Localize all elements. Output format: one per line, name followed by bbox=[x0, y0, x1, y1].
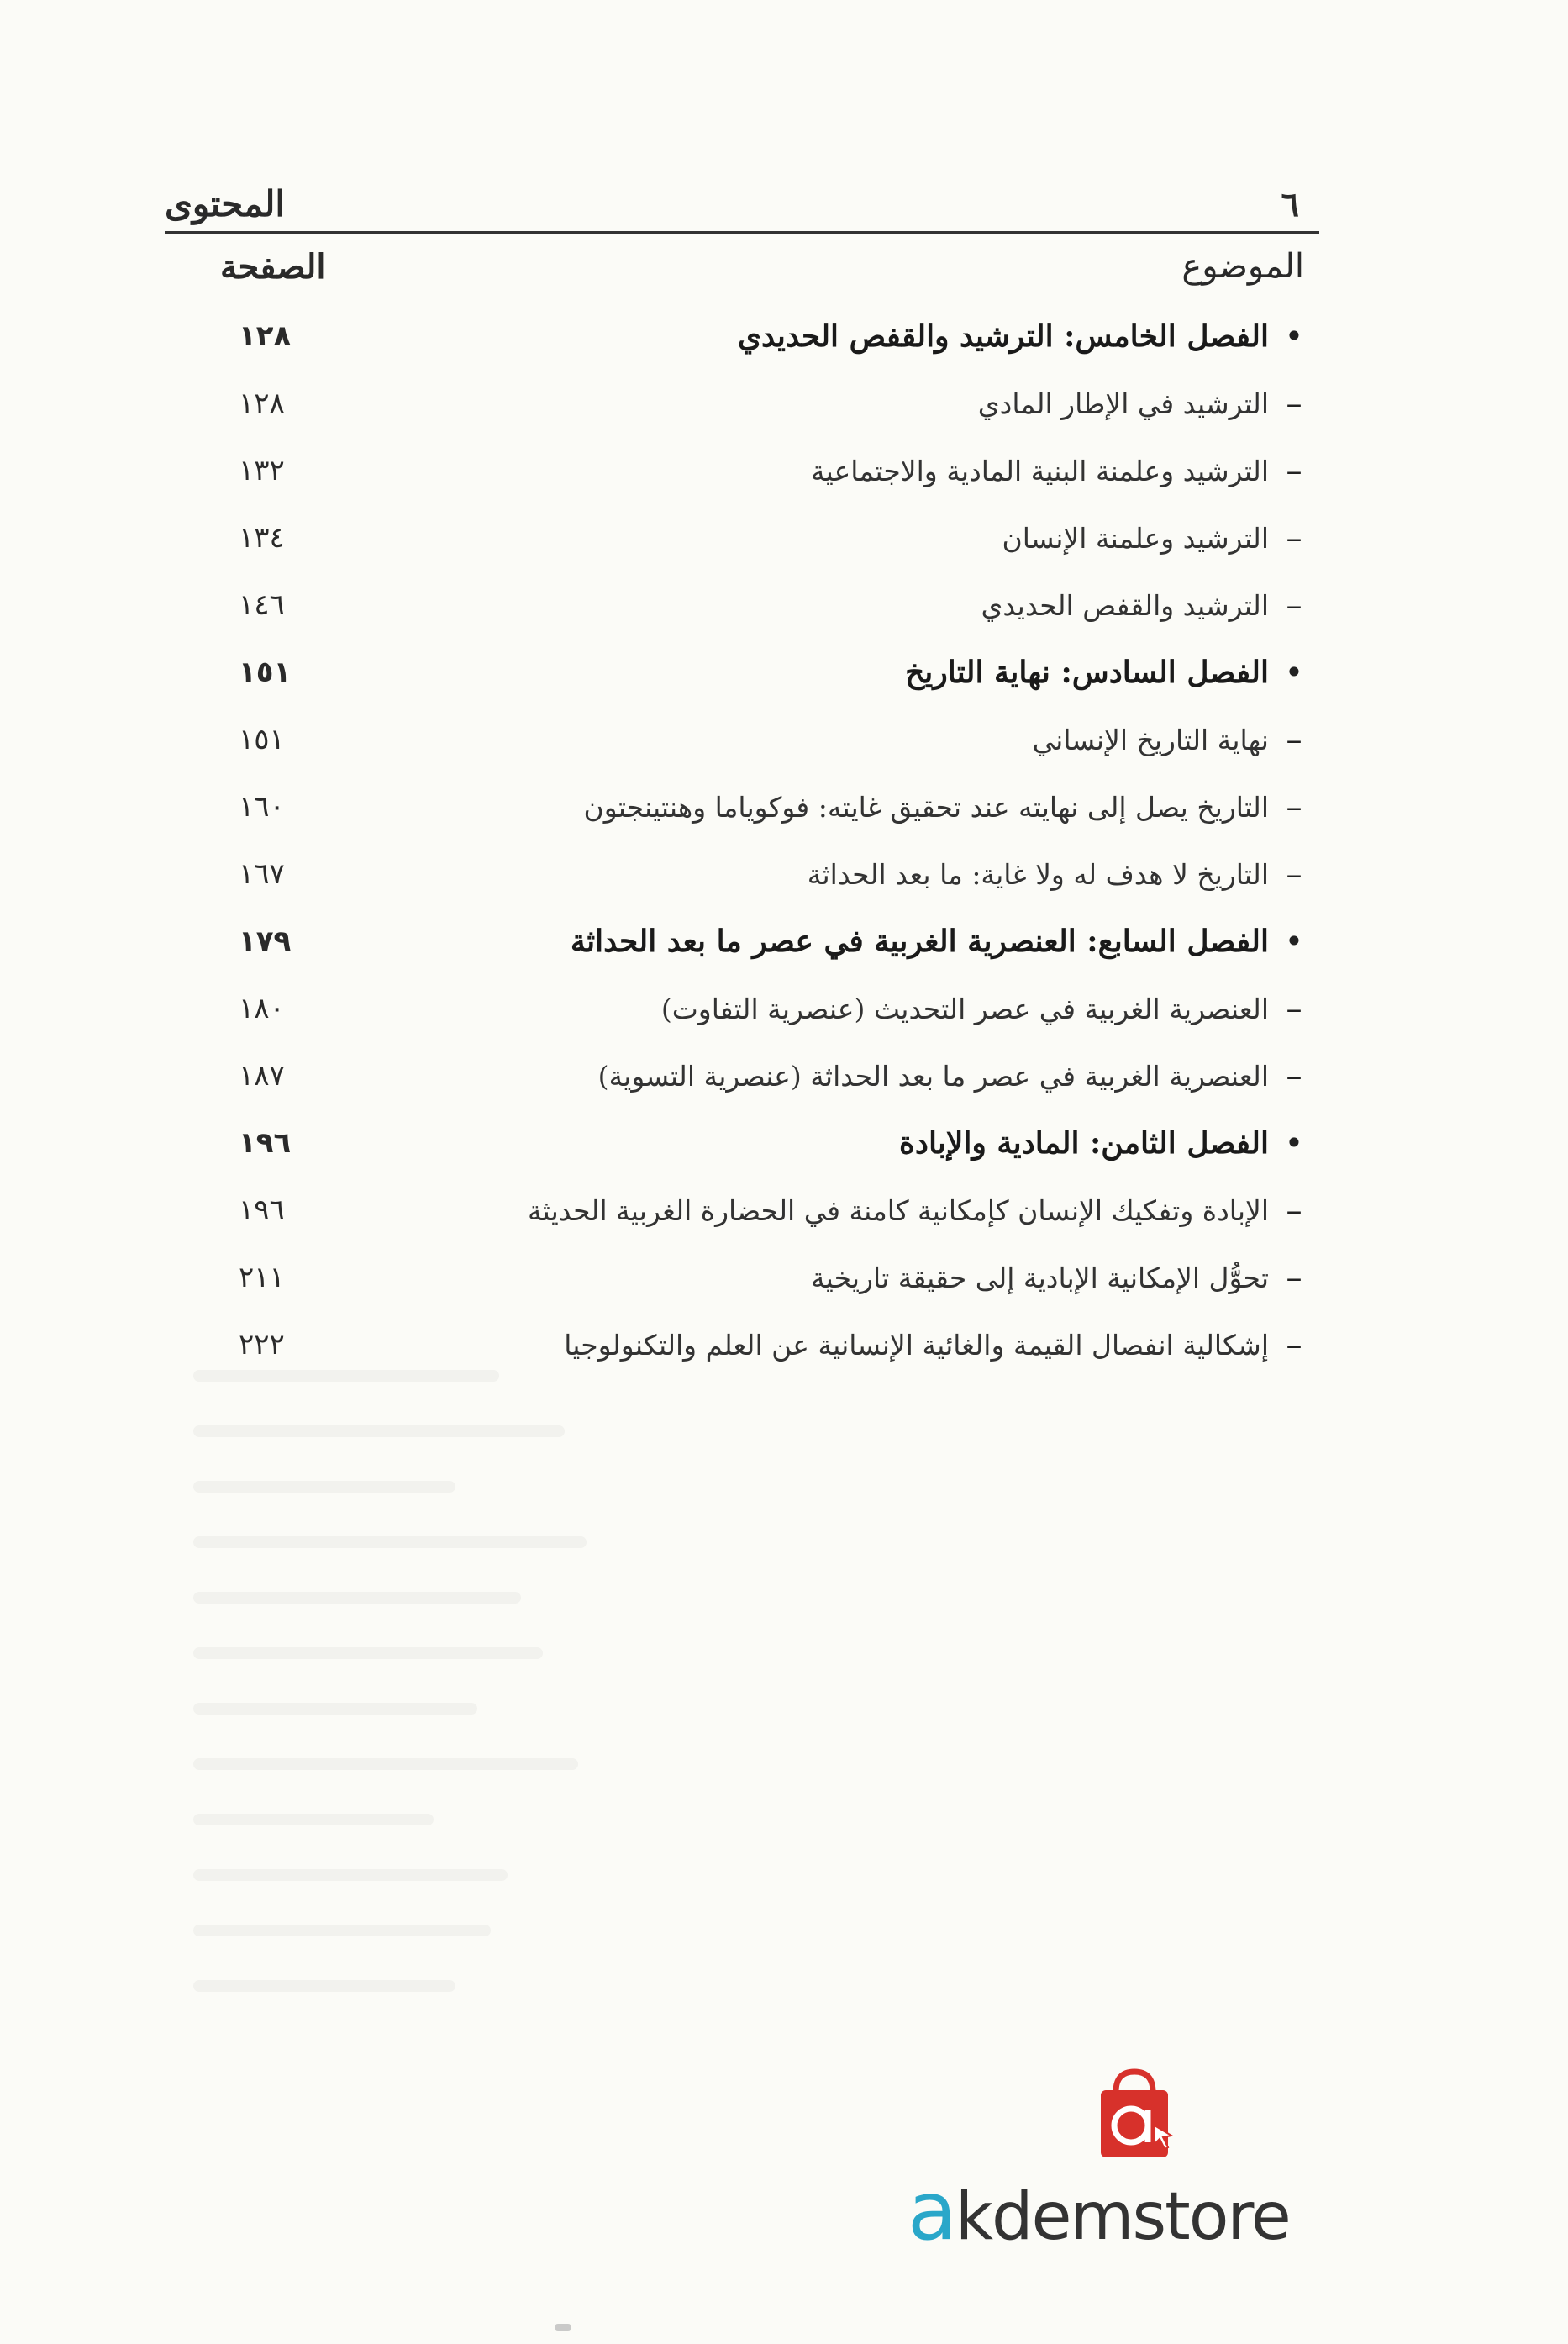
entry-page-number: ١٩٦ bbox=[239, 1126, 292, 1160]
entry-label bbox=[1002, 519, 1319, 556]
entry-page-number: ١٨٠ bbox=[239, 992, 285, 1025]
dash-marker: – bbox=[1286, 519, 1302, 556]
toc-subsection-entry bbox=[165, 773, 1319, 840]
dash-marker: – bbox=[1286, 788, 1302, 825]
entry-label bbox=[811, 1259, 1319, 1296]
entry-title: العنصرية الغربية في عصر التحديث (عنصرية التفاوت) bbox=[660, 992, 1269, 1025]
toc-chapter-entry bbox=[165, 303, 1319, 370]
entry-page-number: ١٣٢ bbox=[239, 454, 285, 487]
entry-title: الفصل الخامس: الترشيد والقفص الحديدي bbox=[737, 319, 1269, 354]
toc-chapter-entry bbox=[165, 908, 1319, 975]
entry-label bbox=[1033, 721, 1319, 758]
toc-list bbox=[165, 303, 1319, 1378]
bullet-marker: • bbox=[1284, 654, 1304, 691]
entry-page-number: ١٧٩ bbox=[239, 924, 292, 958]
entry-page-number: ١٥١ bbox=[239, 723, 285, 756]
entry-page-number: ١٢٨ bbox=[239, 387, 285, 420]
entry-label bbox=[661, 990, 1319, 1027]
bullet-marker: • bbox=[1284, 318, 1304, 355]
entry-label bbox=[564, 1326, 1319, 1363]
entry-page-number: ١٨٧ bbox=[239, 1059, 285, 1093]
entry-title: إشكالية انفصال القيمة والغائية الإنسانية عن العلم والتكنولوجيا bbox=[564, 1328, 1269, 1362]
entry-title: الفصل السابع: العنصرية الغربية في عصر ما بعد الحداثة bbox=[570, 924, 1269, 959]
entry-label bbox=[571, 923, 1319, 960]
bullet-marker: • bbox=[1284, 1125, 1304, 1161]
dash-marker: – bbox=[1286, 856, 1302, 893]
entry-page-number: ١٩٦ bbox=[239, 1193, 285, 1227]
entry-label bbox=[811, 452, 1319, 489]
entry-title: التاريخ يصل إلى نهايته عند تحقيق غايته: فوكوياما وهنتينجتون bbox=[583, 790, 1269, 824]
entry-label bbox=[528, 1192, 1319, 1229]
dash-marker: – bbox=[1286, 721, 1302, 758]
toc-subsection-entry bbox=[165, 370, 1319, 437]
entry-label bbox=[981, 587, 1319, 624]
entry-label bbox=[598, 1057, 1319, 1094]
entry-page-number: ١٥١ bbox=[239, 656, 292, 689]
toc-subsection-entry bbox=[165, 1311, 1319, 1378]
dash-marker: – bbox=[1286, 385, 1302, 422]
entry-page-number: ١٢٨ bbox=[239, 319, 292, 353]
entry-title: الترشيد والقفص الحديدي bbox=[981, 588, 1269, 622]
dash-marker: – bbox=[1286, 1259, 1302, 1296]
entry-page-number: ١٦٠ bbox=[239, 790, 285, 824]
toc-subsection-entry bbox=[165, 572, 1319, 639]
entry-title: الترشيد في الإطار المادي bbox=[977, 387, 1269, 420]
toc-subsection-entry bbox=[165, 840, 1319, 908]
store-logo bbox=[908, 2063, 1361, 2258]
topic-column-heading: الموضوع bbox=[1181, 247, 1304, 286]
toc-subsection-entry bbox=[165, 1244, 1319, 1311]
toc-subsection-entry bbox=[165, 504, 1319, 572]
dash-marker: – bbox=[1286, 1192, 1302, 1229]
entry-title: نهاية التاريخ الإنساني bbox=[1032, 723, 1269, 756]
entry-title: الإبادة وتفكيك الإنسان كإمكانية كامنة في الحضارة الغربية الحديثة bbox=[527, 1193, 1269, 1227]
page-title: المحتوى bbox=[165, 183, 286, 224]
bleed-through-text bbox=[193, 1370, 630, 2059]
store-wordmark: akdemstore bbox=[908, 2164, 1290, 2258]
ink-smudge bbox=[555, 2324, 571, 2331]
bullet-marker: • bbox=[1284, 923, 1304, 960]
entry-title: الترشيد وعلمنة البنية المادية والاجتماعية bbox=[810, 454, 1269, 487]
entry-title: الفصل السادس: نهاية التاريخ bbox=[905, 655, 1269, 690]
dash-marker: – bbox=[1286, 1057, 1302, 1094]
entry-label bbox=[905, 654, 1319, 691]
entry-title: العنصرية الغربية في عصر ما بعد الحداثة (عنصرية التسوية) bbox=[597, 1059, 1269, 1093]
toc-chapter-entry bbox=[165, 639, 1319, 706]
dash-marker: – bbox=[1286, 990, 1302, 1027]
page-header bbox=[165, 166, 1319, 234]
entry-label bbox=[899, 1125, 1319, 1161]
entry-title: الترشيد وعلمنة الإنسان bbox=[1002, 521, 1269, 555]
toc-chapter-entry bbox=[165, 1109, 1319, 1177]
entry-title: الفصل الثامن: المادية والإبادة bbox=[899, 1125, 1269, 1161]
entry-page-number: ٢٢٢ bbox=[239, 1328, 285, 1362]
entry-title: التاريخ لا هدف له ولا غاية: ما بعد الحداثة bbox=[807, 857, 1269, 891]
entry-page-number: ١٦٧ bbox=[239, 857, 285, 891]
toc-subsection-entry bbox=[165, 975, 1319, 1042]
entry-label bbox=[583, 788, 1319, 825]
toc-subsection-entry bbox=[165, 706, 1319, 773]
entry-label bbox=[808, 856, 1319, 893]
entry-page-number: ٢١١ bbox=[239, 1261, 285, 1294]
entry-label bbox=[738, 318, 1319, 355]
page-column-heading: الصفحة bbox=[220, 246, 326, 287]
page-number: ٦ bbox=[1281, 185, 1299, 224]
shopping-bag-icon bbox=[1084, 2063, 1185, 2164]
dash-marker: – bbox=[1286, 1326, 1302, 1363]
toc-subsection-entry bbox=[165, 1177, 1319, 1244]
dash-marker: – bbox=[1286, 587, 1302, 624]
entry-page-number: ١٣٤ bbox=[239, 521, 285, 555]
entry-page-number: ١٤٦ bbox=[239, 588, 285, 622]
toc-subsection-entry bbox=[165, 437, 1319, 504]
entry-title: تحوُّل الإمكانية الإبادية إلى حقيقة تاريخية bbox=[810, 1261, 1269, 1294]
dash-marker: – bbox=[1286, 452, 1302, 489]
column-headings bbox=[165, 237, 1319, 296]
toc-subsection-entry bbox=[165, 1042, 1319, 1109]
entry-label bbox=[978, 385, 1319, 422]
